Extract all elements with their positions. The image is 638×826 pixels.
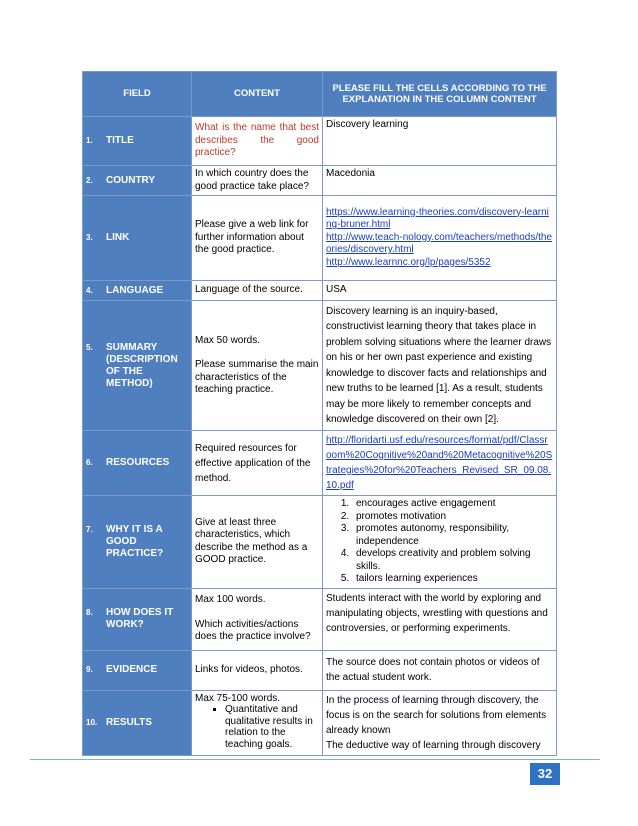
field-label: LINK xyxy=(106,232,130,243)
value-cell: Discovery learning xyxy=(323,117,557,166)
field-label: EVIDENCE xyxy=(106,664,158,675)
table-row xyxy=(83,690,557,755)
content-cell: Language of the source. xyxy=(192,281,323,301)
value-cell: Students interact with the world by exploring and manipulating objects, wrestling with questions and controversies, or performing experiments. xyxy=(323,588,557,650)
content-cell xyxy=(192,690,323,755)
header-row xyxy=(83,72,557,117)
resource-link[interactable]: http://floridarti.usf.edu/resources/format/pdf/Classroom%20Cognitive%20and%20Metacognitive%20Strategies%20for%20Teachers_Revised_SR_09.08.10.pdf xyxy=(326,435,553,491)
header-field: FIELD xyxy=(83,72,192,117)
content-cell xyxy=(192,588,323,650)
header-fill-instruction: PLEASE FILL THE CELLS ACCORDING TO THE EXPLANATION IN THE COLUMN CONTENT xyxy=(323,72,557,117)
table-row xyxy=(83,117,557,166)
header-content: CONTENT xyxy=(192,72,323,117)
row-number: 10. xyxy=(86,717,98,727)
list-item: 5. tailors learning experiences xyxy=(352,573,553,586)
list-item: 1. encourages active engagement xyxy=(352,498,553,511)
field-cell xyxy=(83,431,192,496)
field-cell xyxy=(83,281,192,301)
content-cell: In which country does the good practice take place? xyxy=(192,166,323,196)
value-cell: USA xyxy=(323,281,557,301)
characteristics-list xyxy=(326,498,553,586)
content-cell: Please give a web link for further information about the good practice. xyxy=(192,196,323,281)
field-cell xyxy=(83,496,192,589)
content-limit: Max 100 words. xyxy=(195,594,266,606)
field-label: WHY IT IS A GOOD PRACTICE? xyxy=(106,523,164,559)
results-text-continued: The deductive way of learning through discovery xyxy=(326,739,541,751)
row-number: 5. xyxy=(86,342,93,352)
field-cell xyxy=(83,690,192,755)
table-row xyxy=(83,166,557,196)
content-limit: Max 75-100 words. xyxy=(195,692,281,704)
value-cell xyxy=(323,431,557,496)
value-cell xyxy=(323,690,557,755)
footer-divider xyxy=(30,759,600,760)
value-cell xyxy=(323,496,557,589)
row-number: 7. xyxy=(86,524,93,534)
content-cell: Links for videos, photos. xyxy=(192,650,323,690)
field-cell xyxy=(83,301,192,431)
link-2[interactable]: http://www.teach-nology.com/teachers/methods/theories/discovery.html xyxy=(326,231,553,256)
field-cell xyxy=(83,166,192,196)
value-cell xyxy=(323,196,557,281)
list-item: ▪ Quantitative and qualitative results in relation to the teaching goals. xyxy=(225,704,319,750)
field-label: HOW DOES IT WORK? xyxy=(106,607,174,630)
field-label: COUNTRY xyxy=(106,174,156,186)
table-row xyxy=(83,301,557,431)
results-bullet-list xyxy=(195,704,319,750)
content-instruction: Please summarise the main characteristics of the teaching practice. xyxy=(195,359,319,395)
content-limit: Max 50 words. xyxy=(195,334,261,346)
row-number: 2. xyxy=(86,175,93,185)
row-number: 8. xyxy=(86,608,93,617)
field-label: RESOURCES xyxy=(106,457,170,468)
row-number: 1. xyxy=(86,136,93,145)
field-label: TITLE xyxy=(106,135,134,146)
table-row xyxy=(83,431,557,496)
table-row xyxy=(83,196,557,281)
row-number: 3. xyxy=(86,233,93,242)
results-text: In the process of learning through discovery, the focus is on the search for solutions from elements already known xyxy=(326,694,547,736)
field-label: SUMMARY (DESCRIPTION OF THE METHOD) xyxy=(106,341,178,389)
row-number: 9. xyxy=(86,665,93,674)
link-3[interactable]: http://www.learnnc.org/lp/pages/5352 xyxy=(326,256,491,268)
list-item: 3. promotes autonomy, responsibility, independence xyxy=(352,523,553,548)
list-item: 2. promotes motivation xyxy=(352,511,553,524)
table-row xyxy=(83,588,557,650)
content-cell xyxy=(192,301,323,431)
content-cell: Required resources for effective application of the method. xyxy=(192,431,323,496)
field-cell xyxy=(83,588,192,650)
row-number: 4. xyxy=(86,285,93,295)
table-row xyxy=(83,496,557,589)
link-1[interactable]: https://www.learning-theories.com/discovery-learning-bruner.html xyxy=(326,206,549,231)
content-cell: Give at least three characteristics, which describe the method as a GOOD practice. xyxy=(192,496,323,589)
list-item: 4. develops creativity and problem solving skills. xyxy=(352,548,553,573)
content-instruction: Which activities/actions does the practice involve? xyxy=(195,618,311,643)
field-label: RESULTS xyxy=(106,716,152,728)
page-number: 32 xyxy=(530,763,560,785)
field-cell xyxy=(83,650,192,690)
field-label: LANGUAGE xyxy=(106,284,164,296)
table-row xyxy=(83,650,557,690)
field-cell xyxy=(83,117,192,166)
field-cell xyxy=(83,196,192,281)
value-cell: Discovery learning is an inquiry-based, constructivist learning theory that takes place in problem solving situations where the learner draws on his or her own past experience and existing knowledge to discover facts and relationships and new truths to be learned [1]. As a result, students may be more likely to remember concepts and knowledge discovered on their own [2]. xyxy=(323,301,557,431)
table-row xyxy=(83,281,557,301)
good-practice-table xyxy=(82,71,557,756)
value-cell: The source does not contain photos or videos of the actual student work. xyxy=(323,650,557,690)
row-number: 6. xyxy=(86,458,93,467)
content-cell: What is the name that best describes the good practice? xyxy=(192,117,323,166)
value-cell: Macedonia xyxy=(323,166,557,196)
